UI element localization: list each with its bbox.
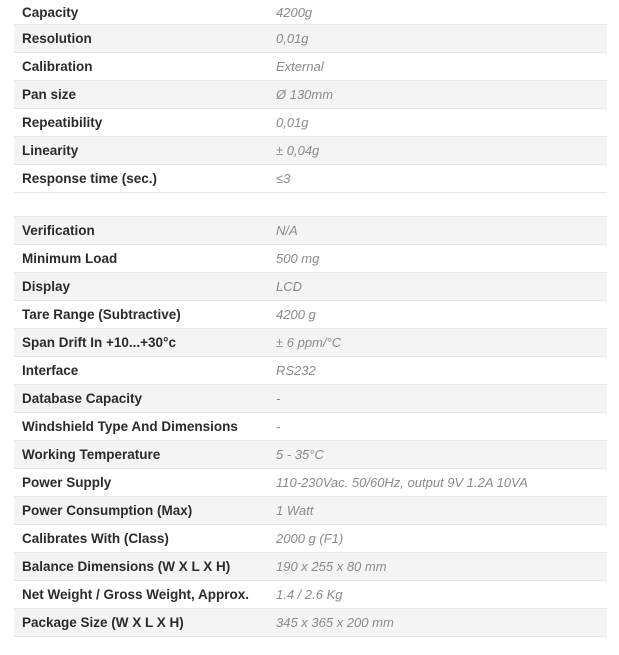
spec-row (14, 273, 607, 301)
spec-row (14, 137, 607, 165)
spec-row (14, 0, 607, 25)
spec-row (14, 441, 607, 469)
spec-row (14, 81, 607, 109)
spec-row (14, 217, 607, 245)
spec-value: External (276, 59, 324, 74)
spec-row (14, 357, 607, 385)
spec-label: Interface (22, 363, 79, 378)
spec-label: Calibration (22, 59, 93, 74)
spec-value: 4200g (276, 4, 313, 20)
spec-label: Resolution (22, 31, 92, 46)
spec-row (14, 385, 607, 413)
spec-label: Power Supply (22, 475, 112, 490)
spec-value: 500 mg (276, 251, 320, 266)
spec-value: - (276, 391, 281, 406)
spec-label: Display (22, 279, 71, 294)
spec-value: 1 Watt (276, 503, 314, 518)
spec-row (14, 53, 607, 81)
spec-label: Calibrates With (Class) (22, 531, 169, 546)
spec-label: Balance Dimensions (W X L X H) (22, 559, 231, 574)
spec-label: Pan size (22, 87, 77, 102)
spec-value: 0,01g (276, 31, 309, 46)
spec-value: 0,01g (276, 115, 309, 130)
spec-row (14, 165, 607, 193)
spec-label: Windshield Type And Dimensions (22, 419, 238, 434)
spec-value: Ø 130mm (276, 87, 334, 102)
spec-value: RS232 (276, 363, 316, 378)
spec-row (14, 413, 607, 441)
spec-value: 110-230Vac. 50/60Hz, output 9V 1.2A 10VA (276, 475, 528, 490)
spec-value: 2000 g (F1) (276, 531, 344, 546)
spec-label: Package Size (W X L X H) (22, 615, 184, 630)
spec-row (14, 469, 607, 497)
spec-value: 4200 g (276, 307, 316, 322)
spec-label: Working Temperature (22, 447, 161, 462)
spec-row (14, 609, 607, 637)
spec-row (14, 553, 607, 581)
spec-label: Linearity (22, 143, 79, 158)
spec-label: Power Consumption (Max) (22, 503, 193, 518)
spec-value: 1.4 / 2.6 Kg (276, 587, 343, 602)
spec-value: ± 6 ppm/°C (276, 335, 342, 350)
spec-row (14, 329, 607, 357)
spec-value: ± 0,04g (276, 143, 320, 158)
spec-label: Database Capacity (22, 391, 143, 406)
spec-value: LCD (276, 279, 303, 294)
spec-value: ≤3 (276, 171, 291, 186)
group-spacer (14, 193, 607, 217)
spec-row (14, 109, 607, 137)
spec-value: - (276, 419, 281, 434)
spec-value: 190 x 255 x 80 mm (276, 559, 387, 574)
spec-label: Span Drift In +10...+30°c (22, 335, 176, 350)
spec-row (14, 525, 607, 553)
spec-label: Response time (sec.) (22, 171, 158, 186)
spec-row (14, 301, 607, 329)
spec-row (14, 245, 607, 273)
spec-table (14, 0, 607, 637)
spec-label: Tare Range (Subtractive) (22, 307, 181, 322)
spec-row (14, 497, 607, 525)
spec-value: N/A (276, 223, 298, 238)
spec-label: Net Weight / Gross Weight, Approx. (22, 587, 250, 602)
spec-label: Minimum Load (22, 251, 118, 266)
spec-value: 345 x 365 x 200 mm (276, 615, 394, 630)
spec-label: Capacity (22, 4, 79, 20)
spec-label: Repeatibility (22, 115, 103, 130)
spec-label: Verification (22, 223, 95, 238)
spec-row (14, 25, 607, 53)
spec-value: 5 - 35°C (276, 447, 324, 462)
spec-row (14, 581, 607, 609)
